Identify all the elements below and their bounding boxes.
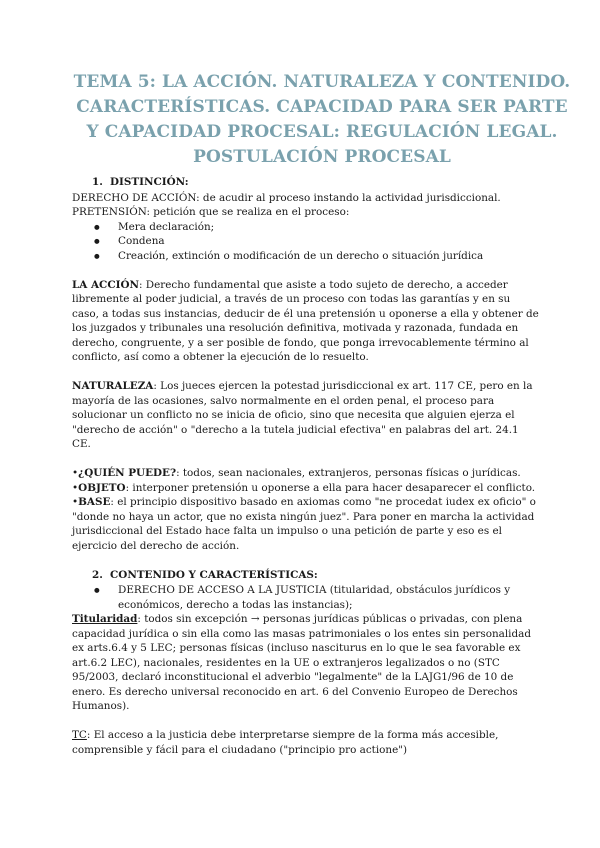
term-text: : el principio dispositivo basado en axiomas como "ne procedat iudex ex oficio" o "donde no haya un actor, que no exista ningún juez". Para poner en marcha la actividad jurisdiccional del Estado hace falta un impulso o una petición de parte y eso es el ejercicio del derecho de acción. — [72, 496, 536, 552]
term-label: OBJETO — [78, 481, 126, 494]
bullet-dot: • — [72, 496, 79, 508]
bullet-dot: • — [72, 467, 79, 479]
pretension-definition: PRETENSIÓN: petición que se realiza en el proceso: — [72, 206, 350, 218]
term-text: : interponer pretensión u oponerse a ella para hacer desaparecer el conflicto. — [125, 481, 536, 494]
naturaleza-paragraph — [72, 379, 540, 452]
bullet-dot: • — [72, 481, 79, 494]
quien-puede-line — [72, 466, 540, 481]
section-2-heading — [72, 568, 540, 583]
base-paragraph — [72, 495, 540, 553]
term-label: LA ACCIÓN — [72, 278, 139, 291]
objeto-line — [72, 481, 540, 496]
term-label: TC — [72, 729, 87, 741]
list-item: ● Mera declaración; — [94, 220, 540, 235]
list-item: ● Condena — [94, 234, 540, 249]
term-label: ¿QUIÉN PUEDE? — [78, 467, 177, 479]
term-text: : Derecho fundamental que asiste a todo sujeto de derecho, a acceder libremente al poder judicial, a través de un proceso con todas las garantías y en su caso, a todas sus instancias, deducir de él una pretensión u oponerse a ella y obtener de los juzgados y tribunales una resolución definitiva, motivada y razonada, fundada en derecho, congruente, y a ser posible de fondo, que ponga irrevocablemente término al conflicto, así como a obtener la ejecución de lo resuelto. — [72, 278, 539, 363]
section-number: 1. — [92, 176, 103, 188]
accion-paragraph — [72, 278, 540, 365]
term-label: Titularidad — [72, 613, 138, 625]
list-item: ● DERECHO DE ACCESO A LA JUSTICIA (titularidad, obstáculos jurídicos y económicos, derecho a todas las instancias); — [94, 583, 540, 612]
term-text: : El acceso a la justicia debe interpretarse siempre de la forma más accesible, comprensible y fácil para el ciudadano ("principio pro actione") — [72, 729, 499, 756]
term-text: : todos sin excepción → personas jurídicas públicas o privadas, con plena capacidad jurídica o sin ella como las masas patrimoniales o los entes sin personalidad ex arts.6.4 y 5 LEC; personas físicas (incluso nasciturus en lo que le sea favorable ex art.6.2 LEC), nacionales, residentes en la UE o extranjeros legalizados o no (STC 95/2003, declaró inconstitucional el adverbio "legalmente" de la LAJG1/96 de 10 de enero. Es derecho universal reconocido en art. 6 del Convenio Europeo de Derechos Humanos). — [72, 613, 531, 712]
page-title: TEMA 5: LA ACCIÓN. NATURALEZA Y CONTENIDO. CARACTERÍSTICAS. CAPACIDAD PARA SER PARTE Y CAPACIDAD PROCESAL: REGULACIÓN LEGAL. POSTULACIÓN PROCESAL — [73, 72, 571, 167]
section-number: 2. — [92, 568, 103, 581]
derecho-accion-definition: DERECHO DE ACCIÓN: de acudir al proceso instando la actividad jurisdiccional. — [72, 191, 501, 204]
titularidad-paragraph — [72, 612, 540, 714]
section-title: CONTENIDO Y CARACTERÍSTICAS: — [110, 568, 318, 581]
list-item: ● Creación, extinción o modificación de un derecho o situación jurídica — [94, 249, 540, 264]
term-label: BASE — [78, 496, 111, 508]
term-text: : Los jueces ejercen la potestad jurisdiccional ex art. 117 CE, pero en la mayoría de las ocasiones, salvo normalmente en el orden penal, el proceso para solucionar un conflicto no se inicia de oficio, sino que necesita que alguien ejerza el "derecho de acción" o "derecho a la tutela judicial efectiva" en palabras del art. 24.1 CE. — [72, 380, 533, 450]
section-title: DISTINCIÓN: — [110, 176, 189, 188]
pretension-types-list — [72, 220, 540, 264]
tc-paragraph — [72, 728, 540, 757]
section-1-heading — [72, 175, 540, 190]
contenido-list — [72, 583, 540, 612]
term-label: NATURALEZA — [72, 380, 154, 392]
term-text: : todos, sean nacionales, extranjeros, personas físicas o jurídicas. — [176, 467, 521, 479]
